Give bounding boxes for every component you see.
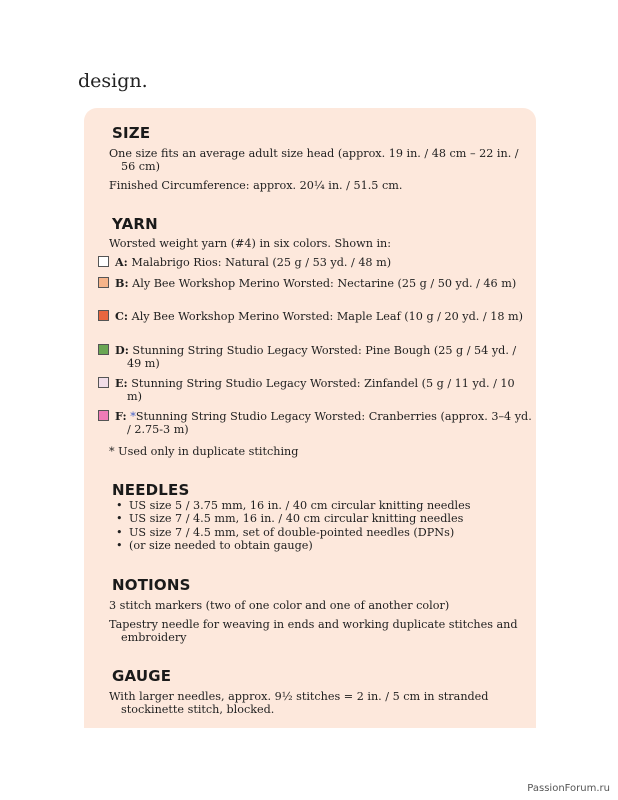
- yarn-footnote: * Used only in duplicate stitching: [109, 445, 299, 458]
- color-swatch-a: [98, 256, 109, 267]
- list-item: • US size 5 / 3.75 mm, 16 in. / 40 cm circular knitting needles: [116, 499, 471, 512]
- notions-stitch-markers: 3 stitch markers (two of one color and one of another color): [109, 599, 450, 612]
- color-swatch-c: [98, 310, 109, 321]
- yarn-description: Malabrigo Rios: Natural (25 g / 53 yd. / 48 m): [131, 256, 392, 269]
- notions-heading: NOTIONS: [112, 576, 191, 594]
- list-item: • US size 7 / 4.5 mm, 16 in. / 40 cm circular knitting needles: [116, 512, 471, 525]
- list-item: • (or size needed to obtain gauge): [116, 539, 471, 552]
- yarn-heading: YARN: [112, 215, 158, 233]
- needles-list: [116, 499, 471, 552]
- yarn-letter: B:: [115, 276, 129, 290]
- gauge-heading: GAUGE: [112, 667, 172, 685]
- yarn-description: Stunning String Studio Legacy Worsted: Cranberries (approx. 3–4 yd. / 2.75-3 m): [127, 410, 532, 436]
- yarn-letter: C:: [115, 309, 129, 323]
- yarn-intro: Worsted weight yarn (#4) in six colors. Shown in:: [109, 237, 392, 250]
- yarn-letter: E:: [115, 376, 128, 390]
- gauge-text: With larger needles, approx. 9½ stitches = 2 in. / 5 cm in stranded stockinette stitch, blocked.: [109, 690, 489, 716]
- yarn-letter: F:: [115, 409, 127, 423]
- yarn-letter: D:: [115, 343, 129, 357]
- color-swatch-e: [98, 377, 109, 388]
- color-swatch-d: [98, 344, 109, 355]
- notions-tapestry-needle: Tapestry needle for weaving in ends and working duplicate stitches and embroidery: [109, 618, 518, 644]
- color-swatch-b: [98, 277, 109, 288]
- list-item: • US size 7 / 4.5 mm, set of double-pointed needles (DPNs): [116, 526, 471, 539]
- yarn-description: Aly Bee Workshop Merino Worsted: Maple Leaf (10 g / 20 yd. / 18 m): [131, 310, 523, 323]
- yarn-letter: A:: [115, 255, 128, 269]
- size-circumference: Finished Circumference: approx. 20¼ in. / 51.5 cm.: [109, 179, 403, 192]
- yarn-description: Stunning String Studio Legacy Worsted: Pine Bough (25 g / 54 yd. / 49 m): [127, 344, 517, 370]
- size-head-fit: One size fits an average adult size head (approx. 19 in. / 48 cm – 22 in. / 56 cm): [109, 147, 519, 173]
- site-watermark: PassionForum.ru: [527, 783, 610, 794]
- color-swatch-f: [98, 410, 109, 421]
- yarn-description: Stunning String Studio Legacy Worsted: Zinfandel (5 g / 11 yd. / 10 m): [127, 377, 515, 403]
- needles-heading: NEEDLES: [112, 481, 190, 499]
- size-heading: SIZE: [112, 124, 151, 142]
- yarn-description: Aly Bee Workshop Merino Worsted: Nectarine (25 g / 50 yd. / 46 m): [132, 277, 517, 290]
- footnote-marker: *: [130, 410, 136, 423]
- intro-word: design.: [78, 70, 148, 92]
